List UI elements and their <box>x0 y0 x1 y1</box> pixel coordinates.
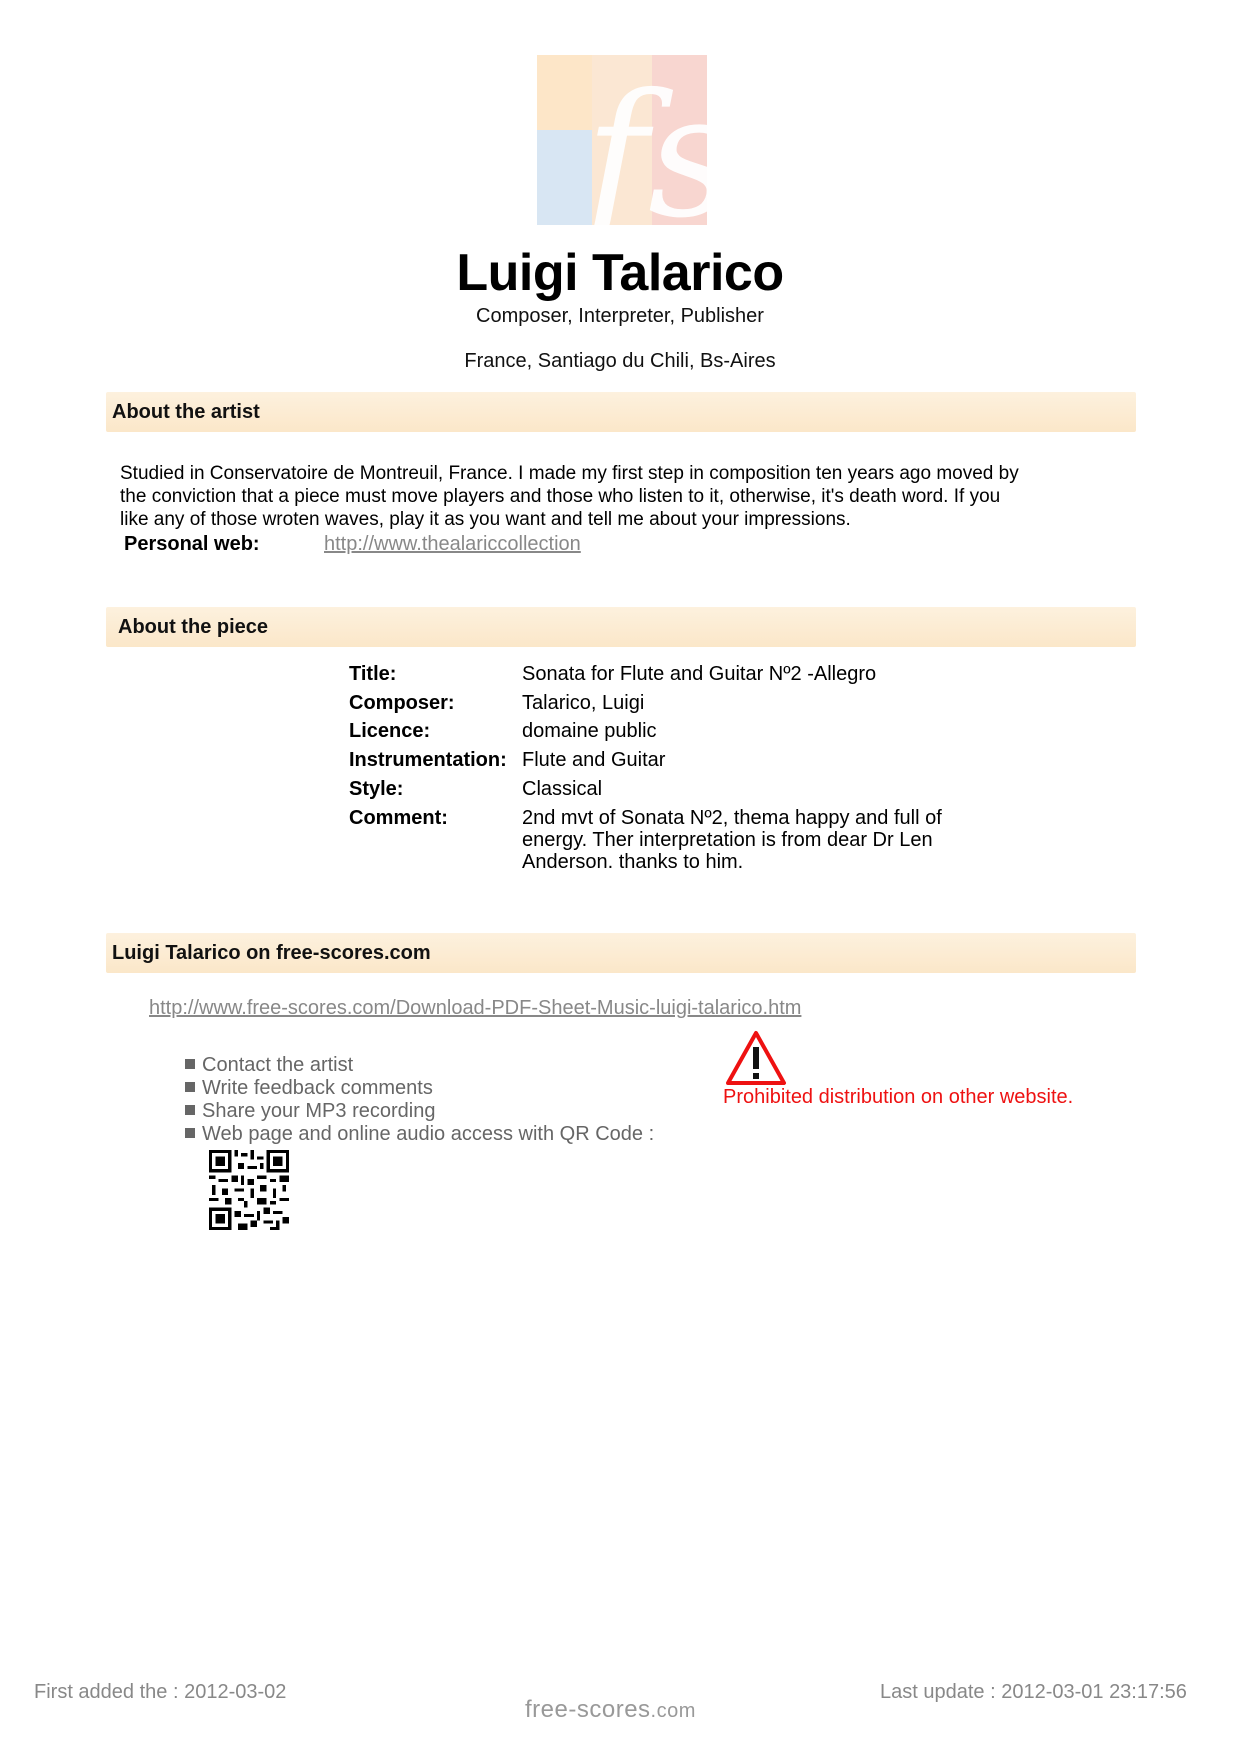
field-value-style: Classical <box>522 778 603 800</box>
action-label: Contact the artist <box>202 1054 354 1076</box>
comment-line: 2nd mvt of Sonata Nº2, thema happy and full of <box>522 807 942 829</box>
site-name-part: es <box>361 942 384 964</box>
bullet-icon <box>185 1059 195 1069</box>
personal-web-link[interactable]: http://www.thealariccollection <box>324 533 581 555</box>
bullet-icon <box>185 1082 195 1092</box>
comment-line: Anderson. thanks to him. <box>522 851 744 873</box>
section-heading: About the piece <box>118 616 269 638</box>
first-added-date: First added the : 2012-03-02 <box>34 1681 287 1703</box>
section-bar-about-artist <box>106 392 1136 432</box>
bio-line: Studied in Conservatoire de Montreuil, France. I made my first step in composition ten years ago moved by <box>120 463 1019 484</box>
artist-name: Luigi Talarico <box>456 244 784 302</box>
field-label-instrumentation: Instrumentation: <box>349 749 507 771</box>
action-label: Write feedback comments <box>202 1077 433 1099</box>
action-write-feedback[interactable] <box>185 1077 433 1100</box>
action-qr-access[interactable] <box>185 1123 654 1146</box>
site-name-part: .com <box>383 942 431 964</box>
site-name-part: sco <box>319 942 354 964</box>
comment-line: energy. Ther interpretation is from dear Dr Len <box>522 829 933 851</box>
artist-roles: Composer, Interpreter, Publisher <box>476 305 764 327</box>
section-heading: About the artist <box>112 401 260 423</box>
site-name-part: r <box>353 942 362 964</box>
svg-text:fs: fs <box>585 58 736 256</box>
action-share-mp3[interactable] <box>185 1100 435 1123</box>
artist-page-link[interactable]: http://www.free-scores.com/Download-PDF-Sheet-Music-luigi-talarico.htm <box>149 997 802 1019</box>
field-value-licence: domaine public <box>522 720 657 742</box>
field-label-title: Title: <box>349 663 397 685</box>
free-scores-logo-icon <box>537 55 736 256</box>
field-value-title: Sonata for Flute and Guitar Nº2 -Allegro <box>522 663 877 685</box>
field-label-licence: Licence: <box>349 720 431 742</box>
site-name-part: - <box>312 942 320 964</box>
field-value-comment <box>522 807 992 873</box>
field-value-composer: Talarico, Luigi <box>522 692 645 714</box>
section-bar-on-site <box>106 933 1136 973</box>
bio-line: the conviction that a piece must move players and those who listen to it, otherwise, it's death word. If you <box>120 486 1001 507</box>
bio-line: like any of those wroten waves, play it as you want and tell me about your impressions. <box>120 509 851 530</box>
footer-site-logo <box>525 1696 696 1724</box>
action-label: Share your MP3 recording <box>202 1100 436 1122</box>
field-label-style: Style: <box>349 778 404 800</box>
bullet-icon <box>185 1128 195 1138</box>
bullet-icon <box>185 1105 195 1115</box>
section-bar-about-piece <box>106 607 1136 647</box>
artist-location: France, Santiago du Chili, Bs-Aires <box>464 350 776 372</box>
site-name-part: free <box>276 942 313 964</box>
heading-prefix: Luigi Talarico on <box>112 942 277 964</box>
qr-code-icon[interactable] <box>209 1150 289 1230</box>
artist-bio <box>120 462 1120 531</box>
prohibited-distribution-warning: Prohibited distribution on other website. <box>723 1086 1074 1108</box>
footer-logo-main: free-scores <box>525 1696 651 1723</box>
field-label-comment: Comment: <box>349 807 448 829</box>
action-label: Web page and online audio access with QR Code : <box>202 1123 655 1145</box>
last-update-date: Last update : 2012-03-01 23:17:56 <box>880 1681 1187 1703</box>
footer-logo-suffix: .com <box>650 1700 696 1722</box>
warning-triangle-icon <box>725 1030 787 1086</box>
field-value-instrumentation: Flute and Guitar <box>522 749 666 771</box>
personal-web-label: Personal web: <box>124 533 260 555</box>
action-contact-artist[interactable] <box>185 1054 353 1077</box>
section-heading <box>112 942 431 965</box>
field-label-composer: Composer: <box>349 692 455 714</box>
